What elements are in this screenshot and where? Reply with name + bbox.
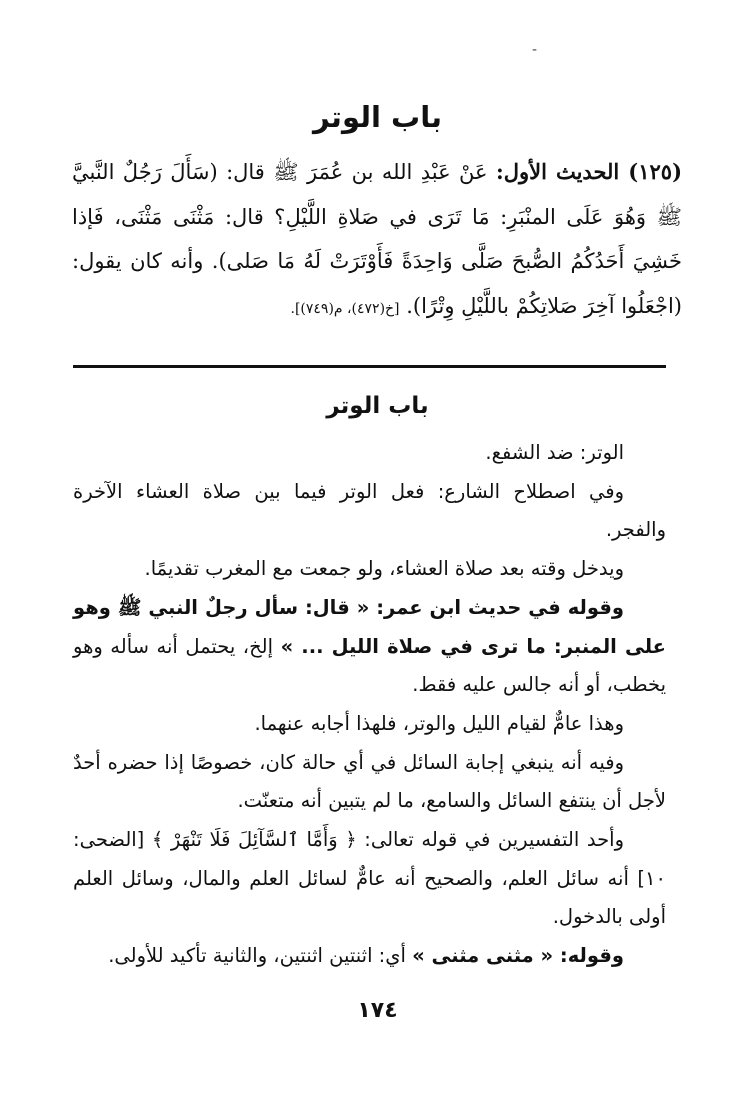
paragraph: وفيه أنه ينبغي إجابة السائل في أي حالة كان، خصوصًا إذا حضره أحدٌ لأجل أن ينتفع السائل والسامع، ما لم يتبين أنه متعنّت.	[73, 750, 666, 813]
commentary-title: باب الوتر	[326, 393, 429, 419]
paragraph: ويدخل وقته بعد صلاة العشاء، ولو جمعت مع المغرب تقديمًا.	[144, 557, 624, 581]
paragraph: وقوله في حديث ابن عمر: « قال: سأل رجلٌ النبي ﷺ وهو على المنبر: ما ترى في صلاة الليل ... » إلخ، يحتمل أنه سأله وهو يخطب، أو أنه جالس عليه فقط.	[73, 595, 666, 697]
hadith-reference: [خ(٤٧٢)، م(٧٤٩)].	[290, 300, 400, 317]
hadith-number: (١٢٥) الحديث الأول:	[495, 159, 682, 184]
hadith-body: عَنْ عَبْدِ الله بن عُمَرَ ﷺ قال: (سَأَلَ رَجُلٌ النَّبيَّ ﷺ وَهُوَ عَلَى المنْبَرِ: مَا تَرَى في صَلاةِ اللَّيْلِ؟ قال: مَثْنَى مَثْنَى، فَإذا خَشِيَ أَحَدُكُمُ الصُّبحَ صَلَّى وَاحِدَةً فَأَوْتَرَتْ لَهُ مَا صَلى). وأنه كان يقول: (اجْعَلُوا آخِرَ صَلاتِكُمْ باللَّيْلِ وِتْرًا).	[72, 160, 682, 318]
paragraph: وقوله: « مثنى مثنى » أي: اثنتين اثنتين، والثانية تأكيد للأولى.	[108, 944, 624, 968]
paragraph: الوتر: ضد الشفع.	[485, 441, 624, 464]
paragraph: وهذا عامٌّ لقيام الليل والوتر، فلهذا أجابه عنهما.	[254, 711, 624, 735]
paragraph: وفي اصطلاح الشارع: فعل الوتر فيما بين صلاة العشاء الآخرة والفجر.	[73, 479, 666, 542]
page-number: ١٧٤	[357, 998, 398, 1023]
commentary-body	[73, 434, 666, 976]
hadith-text	[72, 150, 682, 331]
separator-rule	[73, 365, 666, 368]
section-title: باب الوتر	[313, 100, 442, 134]
top-mark: -	[532, 42, 538, 58]
paragraph: وأحد التفسيرين في قوله تعالى: ﴿ وَأَمَّا ٱلسَّآئِلَ فَلَا تَنْهَرْ ﴾ [الضحى: ١٠] أنه سائل العلم، والصحيح أنه عامٌّ لسائل العلم والمال، وسائل العلم أولى بالدخول.	[73, 828, 666, 929]
